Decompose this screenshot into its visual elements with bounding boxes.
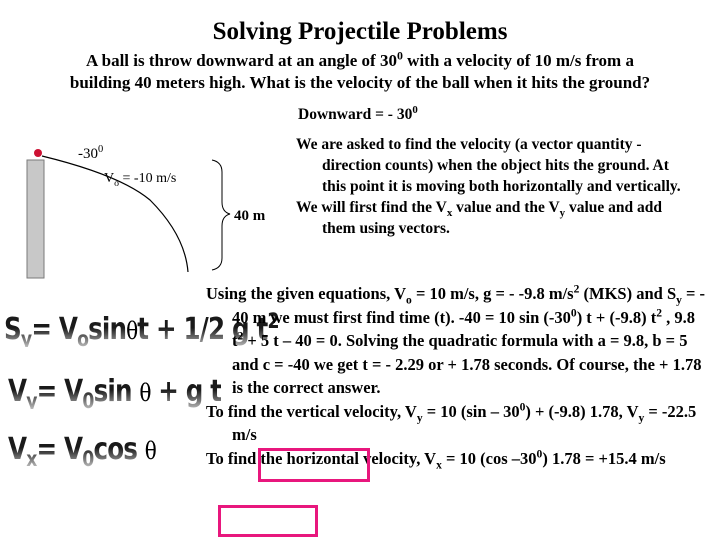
solution-text (206, 282, 710, 470)
equation-velocity-y: $V_y= V_0\sin$ θ + g t (8, 374, 222, 413)
equation-displacement-y: $S_y= V_o\sin\theta t + 1/2$ g $t^2$ (4, 309, 279, 351)
height-label: 40 m (234, 208, 266, 224)
solution-para-vertical: To find the vertical velocity, $V_y = 10$ $(\sin - 30^0) + (-9.8)$ 1.78, $V_y = -22.5$ m/s (206, 401, 697, 444)
equation-velocity-x: $V_x= V_0\cos$ θ (8, 432, 156, 471)
angle-label: $-30^0$ (78, 144, 104, 162)
direction-note: Downward = - $30^0$ (298, 103, 418, 123)
height-brace (212, 160, 230, 270)
ball (34, 149, 42, 157)
initial-velocity-label: $V_o = -10$ m/s (104, 171, 177, 189)
explanation-para-2: We will first find the $V_x$ value and the $V_y$ value and add them using vectors. (296, 199, 662, 237)
vertical-answer-highlight (258, 448, 370, 482)
building (27, 160, 44, 278)
solution-para-time: Using the given equations, $V_o = 10$ m/s, g = - -9.8 $m/s^2$ (MKS) and $S_y$ = - 40 m we must first find time (t). -40 = 10 $\sin (-30^0) t + (-9.8)$ $t^2$ , 9.8 $t^2 + 5$ t – 40 = 0. Solving the quadratic formula with a = 9.8, b = 5 and c = -40 we get t = - 2.29 or + 1.78 seconds. Of course, the + 1.78 is the correct answer. (206, 283, 706, 397)
explanation-para-1: We are asked to find the velocity (a vector quantity - direction counts) when the object hits the ground. At this point it is moving both horizontally and vertically. (296, 136, 681, 195)
slide-title: Solving Projectile Problems (212, 18, 508, 45)
explanation (296, 134, 696, 239)
problem-statement: A ball is throw downward at an angle of $30^0$ with a velocity of 10 m/s from a building 40 meters high. What is the velocity of the ball when it hits the ground? (69, 48, 651, 92)
projectile-diagram (0, 0, 300, 280)
horizontal-answer-highlight (218, 505, 318, 537)
solution-para-horizontal: To find the horizontal velocity, $V_x = 10$ (cos $-30^0$) 1.78 = +15.4 m/s (206, 448, 666, 471)
